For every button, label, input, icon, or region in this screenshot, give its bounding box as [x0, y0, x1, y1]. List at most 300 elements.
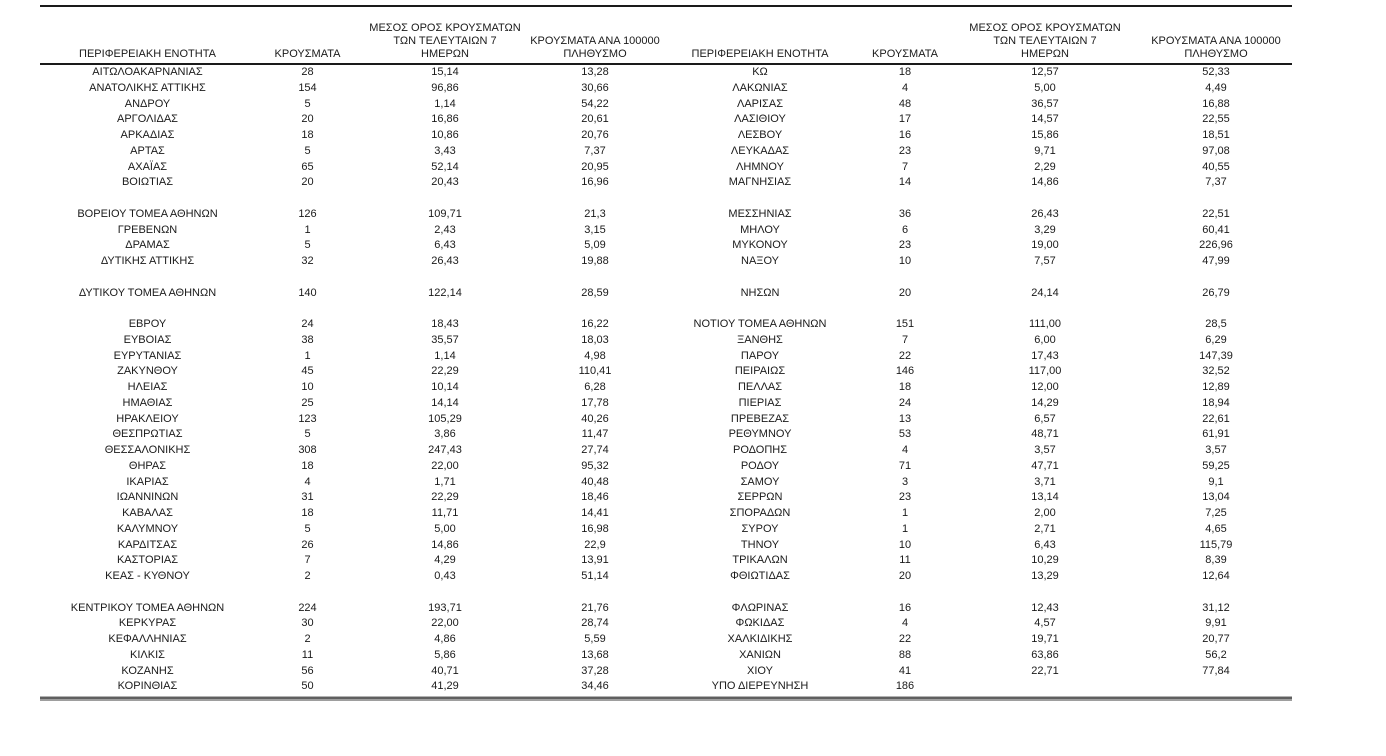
table-cell: 123: [298, 412, 317, 425]
table-cell: [530, 585, 660, 601]
table-cell: 16,86: [431, 113, 459, 126]
table-cell: [255, 301, 360, 317]
table-cell: 5: [304, 239, 311, 252]
table-cell: ΕΥΒΟΙΑΣ: [123, 333, 172, 346]
table-cell: 15,14: [431, 66, 459, 78]
table-cell: ΜΑΓΝΗΣΙΑΣ: [728, 176, 792, 189]
table-cell: 10,86: [431, 129, 459, 141]
table-cell: 19,00: [1031, 239, 1059, 252]
table-cell: 7,25: [1205, 507, 1227, 519]
table-cell: 6,28: [584, 381, 606, 393]
table-cell: 14,86: [431, 538, 459, 551]
header-avg7-right-line2: ΤΩΝ ΤΕΛΕΥΤΑΙΩΝ 7: [993, 35, 1097, 47]
table-cell: 32,52: [1202, 365, 1230, 378]
table-cell: 1,71: [434, 475, 456, 488]
table-cell: [255, 191, 360, 207]
table-cell: ΗΡΑΚΛΕΙΟΥ: [116, 412, 179, 425]
table-cell: 31,12: [1202, 601, 1230, 614]
table-cell: 25: [301, 396, 314, 409]
table-cell: 16,96: [581, 176, 609, 189]
table-cell: 54,22: [581, 97, 609, 110]
table-cell: 40,48: [581, 475, 609, 488]
table-cell: 9,91: [1205, 617, 1227, 630]
table-row: [40, 679, 1292, 695]
table-cell: 10,29: [1031, 554, 1059, 567]
table-cell: 186: [895, 680, 915, 693]
header-region-left: [40, 48, 255, 63]
table-cell: [660, 301, 860, 317]
table-cell: 14,57: [1031, 113, 1059, 126]
table-row: [40, 632, 1292, 648]
table-cell: 20: [898, 286, 912, 299]
table-cell: 30: [301, 617, 314, 630]
table-cell: 30,66: [581, 81, 609, 94]
table-cell: ΦΛΩΡΙΝΑΣ: [731, 601, 789, 614]
table-cell: 22,29: [431, 365, 459, 378]
table-cell: 36: [898, 207, 912, 220]
table-row: [40, 396, 1292, 412]
table-cell: [1140, 301, 1292, 317]
table-cell: 1: [901, 507, 909, 519]
table-cell: 20: [301, 176, 314, 189]
table-cell: 20: [898, 570, 912, 582]
table-row: [40, 648, 1292, 664]
header-avg7-right: [950, 22, 1140, 63]
table-row: [40, 223, 1292, 239]
table-cell: [860, 301, 950, 317]
header-per100k-left: [530, 35, 660, 63]
table-cell: 18: [301, 507, 314, 519]
table-cell: 5: [304, 428, 311, 441]
table-cell: 4: [901, 444, 909, 456]
table-cell: 6,43: [434, 239, 456, 252]
table-cell: 26,43: [431, 255, 459, 267]
table-cell: 14,86: [1031, 176, 1059, 189]
table-cell: [255, 585, 360, 601]
table-cell: [40, 301, 255, 317]
table-cell: 24: [301, 318, 314, 330]
table-cell: 41: [898, 664, 912, 677]
header-avg7-right-line1: ΜΕΣΟΣ ΟΡΟΣ ΚΡΟΥΣΜΑΤΩΝ: [969, 22, 1121, 34]
table-cell: 13,68: [581, 648, 609, 661]
table-cell: ΠΡΕΒΕΖΑΣ: [730, 412, 790, 425]
table-cell: 22,71: [1031, 664, 1059, 677]
table-row: [40, 207, 1292, 223]
table-cell: 40,71: [431, 664, 459, 677]
table-cell: 22,61: [1202, 412, 1230, 425]
table-cell: 59,25: [1202, 459, 1230, 472]
table-cell: ΜΕΣΣΗΝΙΑΣ: [728, 207, 792, 220]
table-cell: [360, 585, 530, 601]
table-cell: 26: [301, 538, 314, 551]
table-cell: 3: [901, 475, 909, 488]
table-cell: 20,77: [1202, 633, 1230, 645]
table-row: [40, 333, 1292, 349]
table-cell: 12,64: [1202, 570, 1230, 582]
header-per100k-right-line1: ΚΡΟΥΣΜΑΤΑ ΑΝΑ 100000: [1151, 35, 1281, 47]
header-cases-left-label: ΚΡΟΥΣΜΑΤΑ: [274, 48, 341, 60]
table-row: [40, 175, 1292, 191]
table-cell: 52,33: [1202, 66, 1230, 78]
table-cell: 10: [301, 381, 314, 393]
table-cell: ΙΩΑΝΝΙΝΩΝ: [116, 491, 179, 504]
table-cell: ΠΙΕΡΙΑΣ: [738, 396, 782, 409]
table-row: [40, 270, 1292, 286]
table-row: [40, 522, 1292, 538]
table-cell: ΣΠΟΡΑΔΩΝ: [729, 507, 791, 519]
header-per100k-left-line2: ΠΛΗΘΥΣΜΟ: [563, 48, 627, 60]
header-per100k-right-line2: ΠΛΗΘΥΣΜΟ: [1184, 48, 1248, 60]
table-cell: [950, 270, 1140, 286]
table-cell: 95,32: [581, 459, 609, 472]
table-cell: ΧΑΛΚΙΔΙΚΗΣ: [727, 633, 793, 645]
table-cell: 110,41: [578, 365, 612, 378]
table-cell: 18,46: [581, 491, 609, 504]
table-cell: 37,28: [581, 664, 609, 677]
table-cell: 2: [304, 570, 311, 582]
table-cell: 11: [301, 648, 314, 661]
table-cell: ΙΚΑΡΙΑΣ: [126, 475, 169, 488]
table-cell: 13,29: [1031, 570, 1059, 582]
table-cell: 154: [298, 81, 317, 94]
table-cell: 40,26: [581, 412, 609, 425]
table-cell: 12,43: [1031, 601, 1059, 614]
header-cases-right-label: ΚΡΟΥΣΜΑΤΑ: [872, 48, 938, 60]
table-cell: 22,00: [431, 459, 459, 472]
table-cell: 21,76: [581, 601, 609, 614]
table-cell: 77,84: [1202, 664, 1230, 677]
table-cell: 4,98: [584, 349, 606, 362]
table-row: [40, 553, 1292, 569]
table-row: [40, 490, 1292, 506]
table-cell: ΧΙΟΥ: [747, 664, 773, 677]
table-cell: 26,79: [1202, 286, 1230, 299]
table-cell: ΛΑΡΙΣΑΣ: [736, 97, 783, 110]
table-cell: [950, 585, 1140, 601]
table-cell: 7: [901, 333, 909, 346]
table-row: [40, 616, 1292, 632]
table-cell: ΠΑΡΟΥ: [740, 349, 780, 362]
table-cell: 247,43: [428, 444, 462, 456]
table-cell: 5,86: [434, 648, 456, 661]
table-cell: [530, 191, 660, 207]
table-cell: 24: [898, 396, 912, 409]
header-avg7-left-line1: ΜΕΣΟΣ ΟΡΟΣ ΚΡΟΥΣΜΑΤΩΝ: [369, 22, 521, 34]
table-cell: ΑΡΤΑΣ: [130, 144, 165, 157]
table-cell: 6,57: [1034, 412, 1056, 425]
table-row: [40, 569, 1292, 585]
table-cell: 17,78: [581, 396, 609, 409]
table-cell: ΑΧΑΪΑΣ: [127, 160, 168, 173]
table-cell: 16,22: [581, 318, 609, 330]
table-cell: ΕΥΡΥΤΑΝΙΑΣ: [113, 349, 182, 362]
table-cell: ΝΗΣΩΝ: [740, 286, 780, 299]
table-cell: 17,43: [1031, 349, 1059, 362]
table-cell: 22: [898, 633, 912, 645]
table-cell: ΖΑΚΥΝΘΟΥ: [117, 365, 178, 378]
table-cell: 22: [898, 349, 912, 362]
table-cell: ΔΥΤΙΚΗΣ ΑΤΤΙΚΗΣ: [100, 255, 195, 267]
table-cell: 7,37: [584, 144, 606, 157]
table-cell: 88: [898, 648, 912, 661]
table-cell: 3,71: [1034, 475, 1056, 488]
cases-table: [40, 5, 1292, 701]
table-cell: 56,2: [1205, 648, 1227, 661]
table-cell: 23: [898, 239, 912, 252]
table-cell: 2,71: [1034, 522, 1056, 535]
table-row: [40, 97, 1292, 113]
table-cell: 21,3: [584, 207, 606, 220]
table-cell: ΧΑΝΙΩΝ: [739, 648, 781, 661]
table-cell: 9,1: [1208, 475, 1224, 488]
table-cell: 22,00: [431, 617, 459, 630]
table-cell: 22,9: [584, 538, 606, 551]
table-cell: 13,28: [581, 66, 609, 78]
table-cell: 5,00: [1034, 81, 1056, 94]
table-row: [40, 65, 1292, 81]
table-cell: 26,43: [1031, 207, 1059, 220]
table-cell: 146: [895, 365, 915, 378]
header-avg7-left-line2: ΤΩΝ ΤΕΛΕΥΤΑΙΩΝ 7: [393, 35, 497, 47]
table-cell: 226,96: [1199, 239, 1233, 252]
table-cell: 140: [298, 286, 317, 299]
table-row: [40, 112, 1292, 128]
table-cell: 5: [304, 144, 311, 157]
table-cell: 5: [304, 97, 311, 110]
table-cell: ΗΜΑΘΙΑΣ: [122, 396, 173, 409]
table-row: [40, 160, 1292, 176]
table-cell: ΣΕΡΡΩΝ: [737, 491, 783, 504]
table-cell: ΒΟΙΩΤΙΑΣ: [121, 176, 174, 189]
table-cell: 10: [898, 538, 912, 551]
table-row: [40, 664, 1292, 680]
table-cell: 18,43: [431, 318, 459, 330]
table-cell: [950, 191, 1140, 207]
table-cell: 3,57: [1034, 444, 1056, 456]
table-cell: 3,57: [1205, 444, 1227, 456]
table-cell: 117,00: [1028, 365, 1062, 378]
table-cell: 45: [301, 365, 314, 378]
table-cell: [40, 270, 255, 286]
table-cell: 96,86: [431, 81, 459, 94]
table-cell: 1: [304, 349, 311, 362]
table-cell: 32: [301, 255, 314, 267]
table-cell: 48,71: [1031, 428, 1059, 441]
table-cell: 18: [301, 129, 314, 141]
table-row: [40, 301, 1292, 317]
table-cell: [950, 301, 1140, 317]
table-cell: 9,71: [1034, 144, 1056, 157]
table-cell: ΝΑΞΟΥ: [741, 255, 779, 267]
table-row: [40, 459, 1292, 475]
table-cell: ΤΡΙΚΑΛΩΝ: [732, 554, 788, 567]
table-row: [40, 349, 1292, 365]
table-cell: 20,76: [581, 129, 609, 141]
table-cell: 7,57: [1034, 255, 1056, 267]
table-cell: 151: [895, 318, 915, 330]
table-cell: 28,74: [581, 617, 609, 630]
table-cell: 7: [901, 160, 909, 173]
table-row: [40, 412, 1292, 428]
table-cell: 23: [898, 491, 912, 504]
table-row: [40, 585, 1292, 601]
table-cell: 3,43: [434, 144, 456, 157]
table-cell: 28: [301, 66, 314, 78]
table-cell: ΞΑΝΘΗΣ: [737, 333, 783, 346]
table-cell: 126: [298, 207, 317, 220]
table-cell: [860, 270, 950, 286]
table-cell: 22,29: [431, 491, 459, 504]
table-cell: [660, 585, 860, 601]
table-cell: ΑΝΑΤΟΛΙΚΗΣ ΑΤΤΙΚΗΣ: [89, 81, 206, 94]
table-cell: ΝΟΤΙΟΥ ΤΟΜΕΑ ΑΘΗΝΩΝ: [693, 318, 827, 330]
table-cell: 40,55: [1202, 160, 1230, 173]
table-cell: 18,03: [581, 333, 609, 346]
table-cell: [1140, 191, 1292, 207]
table-row: [40, 601, 1292, 617]
table-cell: ΣΑΜΟΥ: [740, 475, 780, 488]
table-cell: 14,14: [431, 396, 459, 409]
table-cell: 52,14: [431, 160, 459, 173]
table-cell: 51,14: [581, 570, 609, 582]
table-cell: [860, 585, 950, 601]
table-cell: ΜΥΚΟΝΟΥ: [732, 239, 788, 252]
table-cell: 19,71: [1031, 633, 1059, 645]
table-cell: 48: [898, 97, 912, 110]
table-cell: ΔΥΤΙΚΟΥ ΤΟΜΕΑ ΑΘΗΝΩΝ: [78, 286, 217, 299]
table-cell: 7,37: [1205, 176, 1227, 189]
table-cell: 53: [898, 428, 912, 441]
table-cell: 10,14: [431, 381, 459, 393]
table-cell: 5,59: [584, 633, 606, 645]
table-cell: ΚΑΒΑΛΑΣ: [122, 507, 173, 519]
table-cell: [530, 270, 660, 286]
table-cell: 308: [298, 444, 317, 456]
table-cell: ΔΡΑΜΑΣ: [125, 239, 170, 252]
table-cell: ΚΕΝΤΡΙΚΟΥ ΤΟΜΕΑ ΑΘΗΝΩΝ: [70, 601, 225, 614]
table-cell: 2,43: [434, 223, 456, 236]
table-cell: ΘΗΡΑΣ: [128, 459, 167, 472]
table-cell: ΛΗΜΝΟΥ: [736, 160, 784, 173]
table-cell: 22,51: [1202, 207, 1230, 220]
table-row: [40, 286, 1292, 302]
table-cell: [1140, 679, 1292, 695]
header-per100k-right: [1140, 35, 1292, 63]
table-cell: 115,79: [1199, 538, 1233, 551]
table-cell: 109,71: [428, 207, 462, 220]
table-cell: 18,94: [1202, 396, 1230, 409]
table-cell: ΓΡΕΒΕΝΩΝ: [117, 223, 178, 236]
table-cell: 24,14: [1031, 286, 1059, 299]
table-cell: 22,55: [1202, 113, 1230, 126]
table-cell: 105,29: [428, 412, 462, 425]
table-row: [40, 317, 1292, 333]
table-cell: 31: [301, 491, 314, 504]
table-cell: 18,51: [1202, 129, 1230, 141]
table-cell: 0,43: [434, 570, 456, 582]
header-region-right-label: ΠΕΡΙΦΕΡΕΙΑΚΗ ΕΝΟΤΗΤΑ: [691, 48, 829, 60]
table-cell: 3,86: [434, 428, 456, 441]
table-cell: 16,88: [1202, 97, 1230, 110]
table-cell: 14,29: [1031, 396, 1059, 409]
table-cell: ΦΩΚΙΔΑΣ: [735, 617, 785, 630]
table-cell: 19,88: [581, 255, 609, 267]
table-cell: ΘΕΣΣΑΛΟΝΙΚΗΣ: [104, 444, 191, 456]
table-cell: ΣΥΡΟΥ: [741, 522, 779, 535]
table-cell: 20,43: [431, 176, 459, 189]
table-cell: 71: [898, 459, 912, 472]
table-cell: ΦΘΙΩΤΙΔΑΣ: [730, 570, 790, 582]
table-cell: 5: [304, 522, 311, 535]
header-region-left-label: ΠΕΡΙΦΕΡΕΙΑΚΗ ΕΝΟΤΗΤΑ: [79, 48, 216, 60]
table-cell: ΠΕΙΡΑΙΩΣ: [734, 365, 786, 378]
table-body: [40, 65, 1292, 695]
table-cell: 14,41: [581, 507, 609, 519]
table-cell: ΛΕΣΒΟΥ: [737, 129, 783, 141]
table-cell: 17: [898, 113, 912, 126]
table-cell: ΚΟΖΑΝΗΣ: [121, 664, 174, 677]
table-row: [40, 364, 1292, 380]
table-cell: 65: [301, 160, 314, 173]
table-cell: ΚΙΛΚΙΣ: [130, 648, 165, 661]
table-cell: 61,91: [1202, 428, 1230, 441]
table-cell: [360, 191, 530, 207]
table-cell: 47,99: [1202, 255, 1230, 267]
table-cell: 16,98: [581, 522, 609, 535]
table-cell: ΚΑΛΥΜΝΟΥ: [116, 522, 179, 535]
table-cell: 2,00: [1034, 507, 1056, 519]
table-row: [40, 191, 1292, 207]
table-cell: [40, 585, 255, 601]
table-cell: [950, 679, 1140, 695]
table-cell: 4,86: [434, 633, 456, 645]
table-cell: [1140, 270, 1292, 286]
table-cell: 41,29: [431, 680, 459, 693]
table-cell: 13,14: [1031, 491, 1059, 504]
table-cell: 20: [301, 113, 314, 126]
table-cell: ΚΕΑΣ - ΚΥΘΝΟΥ: [105, 570, 190, 582]
table-cell: 12,00: [1031, 381, 1059, 393]
table-cell: 35,57: [431, 333, 459, 346]
table-cell: 6: [901, 223, 909, 236]
table-cell: ΑΡΚΑΔΙΑΣ: [120, 129, 175, 141]
table-cell: ΒΟΡΕΙΟΥ ΤΟΜΕΑ ΑΘΗΝΩΝ: [77, 207, 218, 220]
table-cell: 28,59: [581, 286, 609, 299]
table-cell: 2,29: [1034, 160, 1056, 173]
table-cell: ΡΟΔΟΥ: [740, 459, 780, 472]
table-cell: 4: [304, 475, 311, 488]
table-cell: [255, 270, 360, 286]
table-row: [40, 380, 1292, 396]
table-cell: 13,91: [581, 554, 609, 567]
table-cell: 18: [301, 459, 314, 472]
table-cell: 6,00: [1034, 333, 1056, 346]
header-cases-right: [860, 48, 950, 63]
table-cell: 97,08: [1202, 144, 1230, 157]
table-cell: ΡΕΘΥΜΝΟΥ: [728, 428, 792, 441]
table-cell: 36,57: [1031, 97, 1059, 110]
table-cell: 20,95: [581, 160, 609, 173]
table-cell: 147,39: [1199, 349, 1233, 362]
table-cell: [530, 301, 660, 317]
table-cell: 27,74: [581, 444, 609, 456]
table-cell: 11,71: [431, 507, 459, 519]
table-cell: ΛΑΣΙΘΙΟΥ: [734, 113, 786, 126]
table-cell: 6,43: [1034, 538, 1056, 551]
table-cell: 12,57: [1031, 66, 1059, 78]
table-cell: 23: [898, 144, 912, 157]
table-cell: [360, 301, 530, 317]
